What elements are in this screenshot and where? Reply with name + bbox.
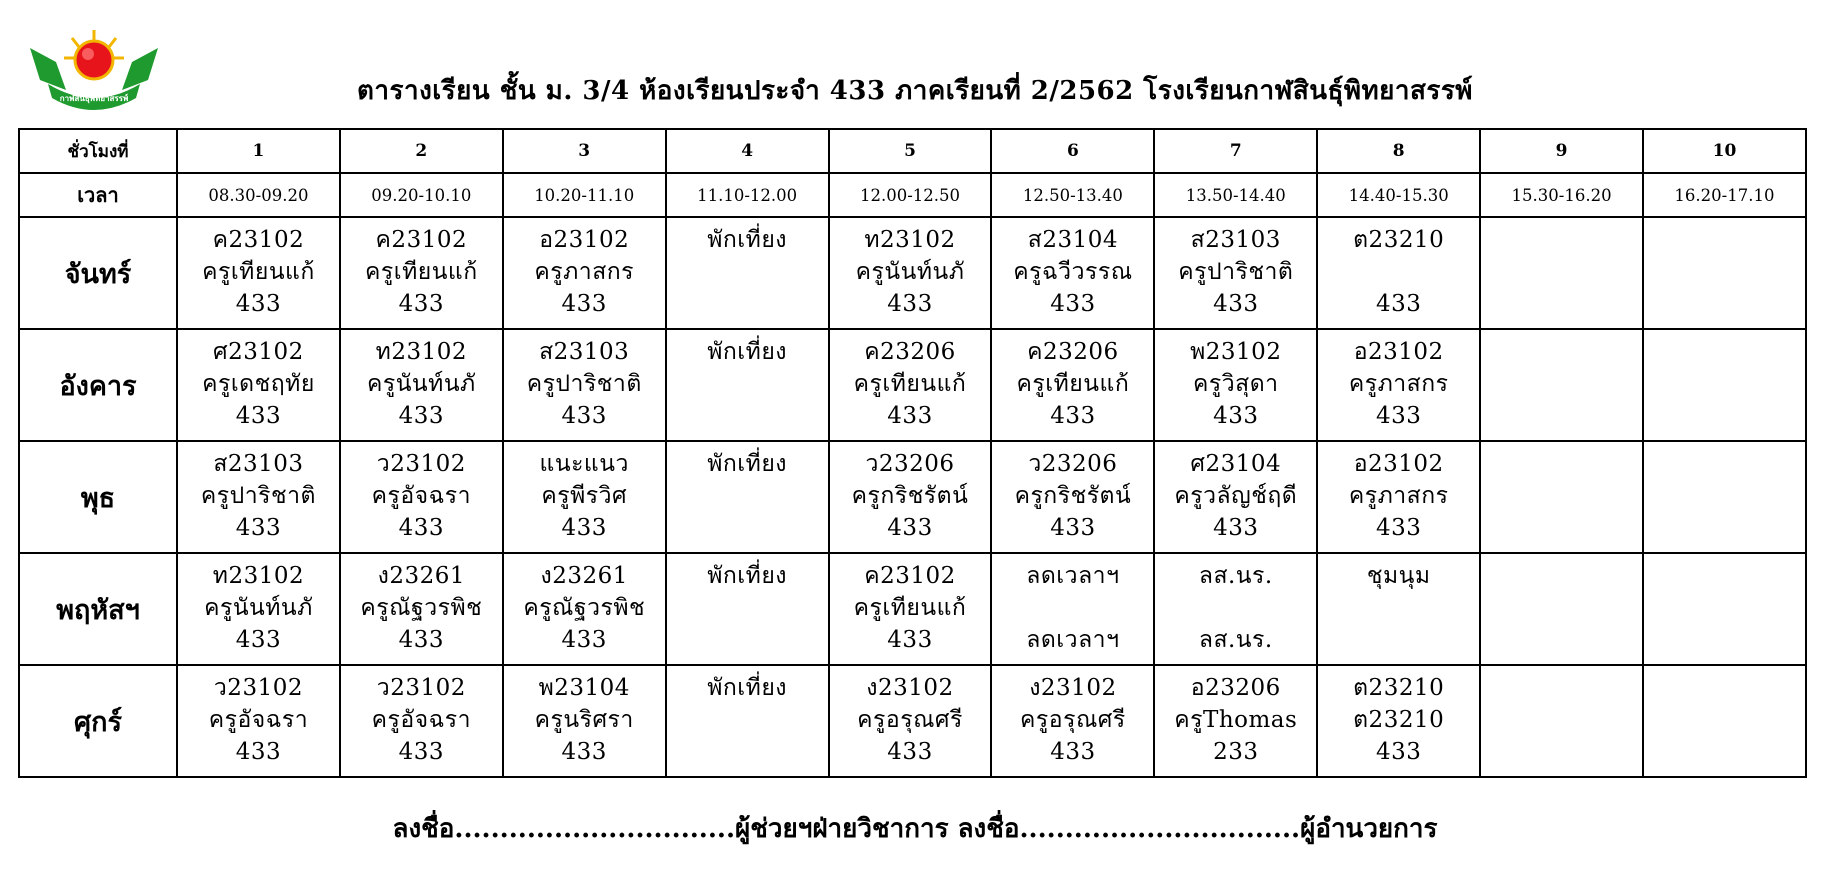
class-cell — [503, 329, 666, 441]
room-number: 433 — [1375, 739, 1422, 765]
class-cell — [666, 665, 829, 777]
class-cell — [1643, 553, 1806, 665]
subject-code: ท23102 — [212, 563, 305, 589]
teacher-name: ครูวิสุดา — [1193, 371, 1279, 397]
subject-code: ว23102 — [376, 675, 466, 701]
subject-code: อ23102 — [539, 227, 630, 253]
subject-code: ส23103 — [213, 451, 304, 477]
room-number — [667, 624, 828, 656]
room-number: 433 — [887, 515, 933, 541]
period-time-6: 12.50-13.40 — [991, 173, 1154, 217]
room-number: 433 — [1050, 291, 1096, 317]
class-cell — [1480, 217, 1643, 329]
room-number: 433 — [561, 515, 607, 541]
period-time-1: 08.30-09.20 — [177, 173, 340, 217]
teacher-name: ครูอัจฉรา — [208, 707, 309, 733]
class-cell — [1643, 441, 1806, 553]
class-cell — [503, 217, 666, 329]
subject-code: พ23104 — [538, 675, 630, 701]
room-number: 433 — [1050, 739, 1096, 765]
room-number: 433 — [398, 739, 445, 765]
teacher-name: ครูเทียนแก้ — [1016, 371, 1130, 397]
teacher-name: ครูนันท์นภั — [204, 595, 313, 621]
class-cell — [1154, 329, 1317, 441]
page-title: ตารางเรียน ชั้น ม. 3/4 ห้องเรียนประจำ 433 ภาคเรียนที่ 2/2562 โรงเรียนกาฬสินธุ์พิทยาสรรพ์ — [357, 76, 1473, 106]
teacher-name: ครูเทียนแก้ — [853, 595, 967, 621]
period-number-7: 7 — [1154, 129, 1317, 173]
room-number: 433 — [398, 403, 445, 429]
teacher-name: ครูนันท์นภั — [366, 371, 476, 397]
period-time-3: 10.20-11.10 — [503, 173, 666, 217]
room-number: 433 — [887, 627, 933, 653]
teacher-name — [1481, 480, 1642, 512]
teacher-name: ครูThomas — [1174, 707, 1298, 733]
teacher-name: ครูเทียนแก้ — [364, 259, 478, 285]
period-time-2: 09.20-10.10 — [340, 173, 503, 217]
school-logo — [26, 28, 162, 114]
class-cell — [1643, 329, 1806, 441]
room-number: 433 — [887, 739, 933, 765]
period-number-4: 4 — [666, 129, 829, 173]
room-number: 433 — [1213, 291, 1259, 317]
teacher-name: ครูอรุณศรี — [1020, 707, 1126, 733]
subject-code: ว23102 — [376, 451, 466, 477]
teacher-name: ครูณัฐวรพิช — [523, 595, 646, 621]
room-number: 433 — [1050, 403, 1096, 429]
subject-code: อ23102 — [1353, 451, 1444, 477]
room-number — [1644, 512, 1805, 544]
logo-sun — [75, 41, 113, 79]
day-label: จันทร์ — [19, 217, 177, 329]
teacher-name — [667, 368, 828, 400]
day-label: พฤหัสฯ — [19, 553, 177, 665]
class-cell — [666, 553, 829, 665]
class-cell — [991, 441, 1154, 553]
teacher-name: ครูปาริชาติ — [1178, 259, 1294, 285]
teacher-name — [667, 704, 828, 736]
room-number: 433 — [235, 515, 282, 541]
room-number: 433 — [235, 403, 282, 429]
teacher-name: ครูฉวีวรรณ — [1013, 259, 1133, 285]
class-cell — [991, 553, 1154, 665]
room-number: 433 — [235, 627, 282, 653]
subject-code: ง23102 — [866, 675, 954, 701]
class-cell — [1154, 553, 1317, 665]
teacher-name: ครูกริชรัตน์ — [1014, 483, 1132, 509]
room-number: 433 — [235, 291, 282, 317]
subject-code — [1481, 224, 1642, 256]
subject-code — [1644, 560, 1805, 592]
subject-code: พักเที่ยง — [707, 563, 788, 589]
subject-code — [1481, 560, 1642, 592]
period-number-10: 10 — [1643, 129, 1806, 173]
teacher-name — [1481, 256, 1642, 288]
period-time-4: 11.10-12.00 — [666, 173, 829, 217]
class-cell — [1154, 665, 1317, 777]
class-cell — [1480, 441, 1643, 553]
room-number: 433 — [887, 291, 933, 317]
day-row — [19, 665, 1806, 777]
teacher-name: ครูนันท์นภั — [855, 259, 965, 285]
teacher-name — [1644, 368, 1805, 400]
teacher-name: ครูวลัญช์ฤดี — [1174, 483, 1298, 509]
logo-left-ribbon — [30, 48, 66, 90]
teacher-name — [1318, 592, 1479, 624]
room-number: 433 — [1050, 515, 1096, 541]
class-cell — [503, 441, 666, 553]
room-number: 233 — [1213, 739, 1259, 765]
subject-code — [1644, 336, 1805, 368]
class-cell — [991, 329, 1154, 441]
signature-line: ลงชื่อ...............................ผู้ช่วยฯฝ่ายวิชาการ ลงชื่อ...............................ผู้อำนวยการ — [392, 814, 1438, 844]
class-cell — [829, 329, 992, 441]
subject-code: ต23210 — [1353, 227, 1445, 253]
class-cell — [340, 553, 503, 665]
class-cell — [177, 553, 340, 665]
teacher-name — [1481, 368, 1642, 400]
teacher-name: ครูกริชรัตน์ — [851, 483, 969, 509]
room-number: 433 — [1375, 291, 1422, 317]
room-number: 433 — [561, 739, 607, 765]
teacher-name: ครูอัจฉรา — [371, 483, 472, 509]
class-cell — [1643, 665, 1806, 777]
teacher-name: ครูณัฐวรพิช — [360, 595, 483, 621]
teacher-name — [1644, 256, 1805, 288]
teacher-name — [667, 480, 828, 512]
class-cell — [666, 329, 829, 441]
class-cell — [177, 217, 340, 329]
class-cell — [340, 217, 503, 329]
class-cell — [177, 665, 340, 777]
class-cell — [340, 329, 503, 441]
room-number — [667, 512, 828, 544]
time-label: เวลา — [19, 173, 177, 217]
teacher-name: ครูเทียนแก้ — [853, 371, 967, 397]
day-row — [19, 329, 1806, 441]
room-number — [1481, 736, 1642, 768]
period-header-row — [19, 129, 1806, 173]
class-cell — [1317, 441, 1480, 553]
class-cell — [829, 217, 992, 329]
room-number — [667, 400, 828, 432]
period-number-9: 9 — [1480, 129, 1643, 173]
class-cell — [666, 217, 829, 329]
subject-code: พักเที่ยง — [707, 451, 788, 477]
teacher-name: ครูปาริชาติ — [526, 371, 642, 397]
room-number — [1318, 624, 1479, 656]
room-number: 433 — [398, 515, 445, 541]
room-number: 433 — [1375, 403, 1422, 429]
teacher-name: ต23210 — [1353, 707, 1445, 733]
day-label: อังคาร — [19, 329, 177, 441]
room-number — [1644, 288, 1805, 320]
class-cell — [340, 441, 503, 553]
room-number: ลส.นร. — [1198, 627, 1273, 653]
subject-code: อ23206 — [1190, 675, 1281, 701]
class-cell — [1480, 329, 1643, 441]
subject-code: ค23206 — [864, 339, 956, 365]
subject-code: ศ23102 — [213, 339, 304, 365]
class-cell — [1317, 217, 1480, 329]
teacher-name: ครูอรุณศรี — [857, 707, 963, 733]
room-number — [1481, 624, 1642, 656]
room-number — [1644, 736, 1805, 768]
class-cell — [991, 665, 1154, 777]
subject-code: ค23102 — [212, 227, 305, 253]
teacher-name — [992, 592, 1153, 624]
period-time-9: 15.30-16.20 — [1480, 173, 1643, 217]
class-cell — [1317, 553, 1480, 665]
period-time-10: 16.20-17.10 — [1643, 173, 1806, 217]
subject-code: พักเที่ยง — [707, 339, 788, 365]
subject-code: ชุมนุม — [1366, 563, 1431, 589]
period-time-5: 12.00-12.50 — [829, 173, 992, 217]
period-time-7: 13.50-14.40 — [1154, 173, 1317, 217]
teacher-name — [1644, 480, 1805, 512]
teacher-name — [1644, 704, 1805, 736]
subject-code: ค23102 — [375, 227, 468, 253]
subject-code: ลส.นร. — [1198, 563, 1273, 589]
room-number: 433 — [561, 291, 607, 317]
subject-code: ว23102 — [213, 675, 303, 701]
room-number — [667, 288, 828, 320]
teacher-name: ครูภาสกร — [1348, 483, 1449, 509]
subject-code — [1644, 672, 1805, 704]
subject-code — [1481, 672, 1642, 704]
subject-code: ท23102 — [375, 339, 467, 365]
room-number: 433 — [887, 403, 933, 429]
logo-text: กาฬสินธุ์พิทยาสรรพ์ — [59, 94, 129, 103]
subject-code: พ23102 — [1190, 339, 1282, 365]
room-number: 433 — [235, 739, 282, 765]
period-time-8: 14.40-15.30 — [1317, 173, 1480, 217]
teacher-name — [1481, 704, 1642, 736]
subject-code: ส23104 — [1027, 227, 1118, 253]
class-cell — [1317, 329, 1480, 441]
class-cell — [991, 217, 1154, 329]
teacher-name: ครูปาริชาติ — [200, 483, 316, 509]
subject-code: ว23206 — [865, 451, 955, 477]
subject-code: ส23103 — [1190, 227, 1281, 253]
room-number: 433 — [398, 291, 445, 317]
room-number: 433 — [1375, 515, 1422, 541]
teacher-name — [1155, 592, 1316, 624]
teacher-name — [1318, 256, 1479, 288]
room-number — [667, 736, 828, 768]
subject-code: ง23261 — [540, 563, 628, 589]
teacher-name — [667, 256, 828, 288]
class-cell — [1480, 665, 1643, 777]
day-row — [19, 217, 1806, 329]
teacher-name: ครูภาสกร — [1348, 371, 1449, 397]
timetable — [18, 128, 1807, 778]
logo-right-ribbon — [122, 48, 158, 90]
subject-code: ง23261 — [377, 563, 466, 589]
teacher-name — [1481, 592, 1642, 624]
room-number: 433 — [1213, 515, 1259, 541]
period-label: ชั่วโมงที่ — [19, 129, 177, 173]
period-number-5: 5 — [829, 129, 992, 173]
teacher-name: ครูเทียนแก้ — [202, 259, 315, 285]
subject-code: ศ23104 — [1190, 451, 1282, 477]
class-cell — [666, 441, 829, 553]
subject-code — [1481, 336, 1642, 368]
teacher-name — [1644, 592, 1805, 624]
room-number — [1644, 624, 1805, 656]
subject-code — [1644, 224, 1805, 256]
room-number — [1644, 400, 1805, 432]
class-cell — [503, 665, 666, 777]
subject-code: ต23210 — [1353, 675, 1445, 701]
class-cell — [177, 441, 340, 553]
class-cell — [1154, 217, 1317, 329]
room-number: ลดเวลาฯ — [1026, 627, 1120, 653]
subject-code: แนะแนว — [539, 451, 629, 477]
period-number-2: 2 — [340, 129, 503, 173]
teacher-name: ครูภาสกร — [534, 259, 635, 285]
subject-code — [1481, 448, 1642, 480]
room-number: 433 — [561, 403, 607, 429]
subject-code: ท23102 — [864, 227, 956, 253]
time-header-row — [19, 173, 1806, 217]
teacher-name: ครูพีรวิศ — [541, 483, 628, 509]
class-cell — [177, 329, 340, 441]
subject-code: ค23102 — [864, 563, 956, 589]
teacher-name: ครูนริศรา — [534, 707, 634, 733]
class-cell — [340, 665, 503, 777]
subject-code: ส23103 — [539, 339, 630, 365]
subject-code: ง23102 — [1029, 675, 1117, 701]
class-cell — [1643, 217, 1806, 329]
class-cell — [1154, 441, 1317, 553]
day-row — [19, 553, 1806, 665]
subject-code: พักเที่ยง — [707, 675, 788, 701]
period-number-1: 1 — [177, 129, 340, 173]
room-number — [1481, 400, 1642, 432]
room-number — [1481, 288, 1642, 320]
room-number: 433 — [1213, 403, 1259, 429]
class-cell — [829, 665, 992, 777]
period-number-3: 3 — [503, 129, 666, 173]
day-label: พุธ — [19, 441, 177, 553]
day-row — [19, 441, 1806, 553]
class-cell — [1480, 553, 1643, 665]
subject-code: ค23206 — [1027, 339, 1119, 365]
period-number-8: 8 — [1317, 129, 1480, 173]
class-cell — [829, 441, 992, 553]
subject-code: อ23102 — [1353, 339, 1444, 365]
class-cell — [1317, 665, 1480, 777]
subject-code: ลดเวลาฯ — [1026, 563, 1120, 589]
room-number: 433 — [561, 627, 607, 653]
teacher-name — [667, 592, 828, 624]
day-label: ศุกร์ — [19, 665, 177, 777]
period-number-6: 6 — [991, 129, 1154, 173]
class-cell — [829, 553, 992, 665]
room-number: 433 — [398, 627, 445, 653]
subject-code: พักเที่ยง — [707, 227, 788, 253]
class-cell — [503, 553, 666, 665]
teacher-name: ครูเดชฤทัย — [202, 371, 315, 397]
subject-code: ว23206 — [1028, 451, 1118, 477]
room-number — [1481, 512, 1642, 544]
teacher-name: ครูอัจฉรา — [371, 707, 472, 733]
subject-code — [1644, 448, 1805, 480]
